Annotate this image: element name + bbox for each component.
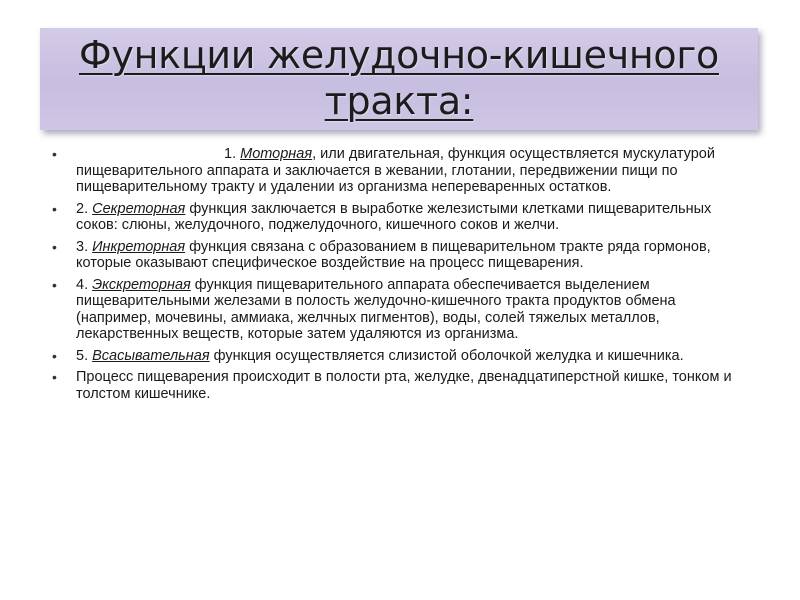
item-text: функция связана с образованием в пищеварительном тракте ряда гормонов, которые оказывают специфическое воздействие на процесс пищеварения. bbox=[76, 238, 711, 271]
bullet-icon: • bbox=[52, 347, 57, 364]
bullet-icon: • bbox=[52, 200, 57, 217]
bullet-icon: • bbox=[52, 238, 57, 255]
bullet-icon: • bbox=[52, 369, 57, 385]
item-term: Экскреторная bbox=[92, 276, 191, 293]
item-term: Инкреторная bbox=[92, 238, 186, 255]
item-text: функция пищеварительного аппарата обеспечивается выделением пищеварительными железами в полость желудочно-кишечного тракта продуктов обмена (например, мочевины, аммиака, желчных пигментов), воды, солей тяжелых металлов, лекарственных веществ, которые затем удаляются из организма. bbox=[76, 276, 676, 342]
list-item-excretory bbox=[52, 277, 752, 343]
item-text: функция осуществляется слизистой оболочкой желудка и кишечника. bbox=[209, 347, 684, 364]
list-item-motor bbox=[52, 146, 752, 196]
title-banner bbox=[40, 28, 758, 130]
item-number: 2. bbox=[76, 200, 93, 217]
list-item-incretory bbox=[52, 239, 752, 272]
item-number: 3. bbox=[76, 238, 93, 255]
item-number: 1. bbox=[224, 146, 241, 162]
function-list bbox=[52, 146, 752, 402]
title-line-1: Функции желудочно-кишечного bbox=[79, 33, 719, 77]
item-term: Моторная bbox=[240, 146, 313, 162]
content-body bbox=[52, 146, 752, 407]
item-number: 4. bbox=[76, 276, 93, 293]
bullet-icon: • bbox=[52, 276, 57, 293]
list-item-secretory bbox=[52, 201, 752, 234]
item-term: Секреторная bbox=[92, 200, 186, 217]
item-text: Процесс пищеварения происходит в полости рта, желудке, двенадцатиперстной кишке, тонком и толстом кишечнике. bbox=[76, 369, 732, 402]
list-item-absorption bbox=[52, 348, 752, 365]
item-term: Всасывательная bbox=[92, 347, 210, 364]
item-text: функция заключается в выработке железистыми клетками пищеварительных соков: слюны, желудочного, поджелудочного, кишечного соков и желчи. bbox=[76, 200, 712, 233]
bullet-icon: • bbox=[52, 146, 57, 162]
item-number: 5. bbox=[76, 347, 93, 364]
list-item-digestion-locations bbox=[52, 369, 752, 402]
item-text: , или двигательная, функция осуществляется мускулатурой пищеварительного аппарата и заключается в жевании, глотании, передвижении пищи по пищеварительному тракту и удалении из организма непереваренных остатков. bbox=[76, 146, 715, 195]
title-line-2: тракта: bbox=[324, 79, 474, 123]
